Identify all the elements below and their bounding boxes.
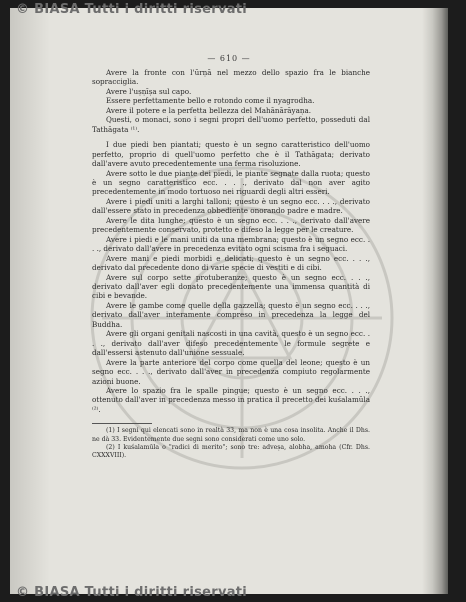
scanned-page — [10, 8, 448, 594]
paragraph: Avere mani e piedi morbidi e delicati; questo è un segno ecc. . . ., derivato dal precedente dono di varie specie di vestiti e di cibi. — [92, 253, 370, 273]
paragraph: Avere il potere e la perfetta bellezza del Mahānārāyaṇa. — [106, 105, 312, 115]
paragraph: Avere la parte anteriore del corpo come quella del leone; questo è un segno ecc. . . ., derivato dall'aver in precedenza compiuto regolarmente azioni buone. — [92, 357, 370, 386]
footnote: (1) I segni qui elencati sono in realtà 33, ma non è una cosa insolita. Anche il Dhs. ne dà 33. Evidentemente due segni sono considerati come uno solo. — [92, 427, 370, 443]
paragraph: Avere le gambe come quelle della gazzella; questo è un segno ecc. . . ., derivato dall'aver interamente compreso in precedenza la legge del Buddha. — [92, 300, 370, 329]
paragraph: Avere sul corpo sette protuberanze; questo è un segno ecc. . . ., derivato dall'aver egli donato precedentemente una immensa quantità di cibi e bevande. — [92, 272, 370, 301]
copyright-watermark-top: © BIASA Tutti i diritti riservati — [16, 2, 248, 17]
paragraph: Essere perfettamente bello e rotondo come il nyagrodha. — [106, 96, 315, 106]
body-text — [92, 68, 370, 460]
page-edge-shadow — [10, 8, 50, 594]
book-spine-shadow — [422, 8, 448, 594]
paragraph: Avere sotto le due piante dei piedi, le piante segnate dalla ruota; questo è un segno caratteristico ecc. . . ., derivato dal non aver agito precedentemente in modo tortuoso nei riguardi degli altri esseri. — [92, 168, 370, 197]
footnote: (2) I kuśalamūla o "radici di merito"; sono tre: adveṣa, alobha, amoha (Cfr. Dhs. CXXXVIII). — [92, 443, 370, 459]
paragraph: Avere i piedi uniti a larghi talloni; questo è un segno ecc. . . ., derivato dall'essere stato in precedenza obbediente onorando padre e madre. — [92, 196, 370, 216]
paragraph: Avere la fronte con l'ūrṇā nel mezzo dello spazio fra le bianche sopracciglia. — [92, 68, 370, 87]
paragraph: Avere l'uṣṇīṣa sul capo. — [106, 86, 192, 96]
footnote-separator — [92, 423, 152, 424]
paragraph: Avere le dita lunghe; questo è un segno ecc. . . ., derivato dall'avere precedentemente conservato, protetto e difeso la legge per le creature. — [92, 215, 370, 235]
paragraph: Avere lo spazio fra le spalle pingue; questo è un segno ecc. . . ., ottenuto dall'aver in precedenza messo in pratica il precetto dei kuśalamūla ⁽²⁾. — [92, 385, 370, 414]
paragraph: Questi, o monaci, sono i segni propri dell'uomo perfetto, posseduti dal Tathāgata ⁽¹⁾. — [92, 115, 370, 134]
page-number: — 610 — — [207, 54, 251, 63]
paragraph: I due piedi ben piantati; questo è un segno caratteristico dell'uomo perfetto, proprio di quell'uomo perfetto che è il Tathāgata; derivato dall'avere avuto precedentemente una ferma risoluzione. — [92, 140, 370, 169]
paragraph: Avere i piedi e le mani uniti da una membrana; questo è un segno ecc. . . ., derivato dall'avere in precedenza evitato ogni scisma fra i seguaci. — [92, 234, 370, 254]
copyright-watermark-bottom: © BIASA Tutti i diritti riservati — [16, 585, 248, 600]
paragraph: Avere gli organi genitali nascosti in una cavità, questo è un segno ecc. . . ., derivato dall'aver difeso precedentemente le formule segrete e dall'essersi astenuto dall'unione sessuale. — [92, 329, 370, 358]
footnotes — [92, 427, 370, 460]
